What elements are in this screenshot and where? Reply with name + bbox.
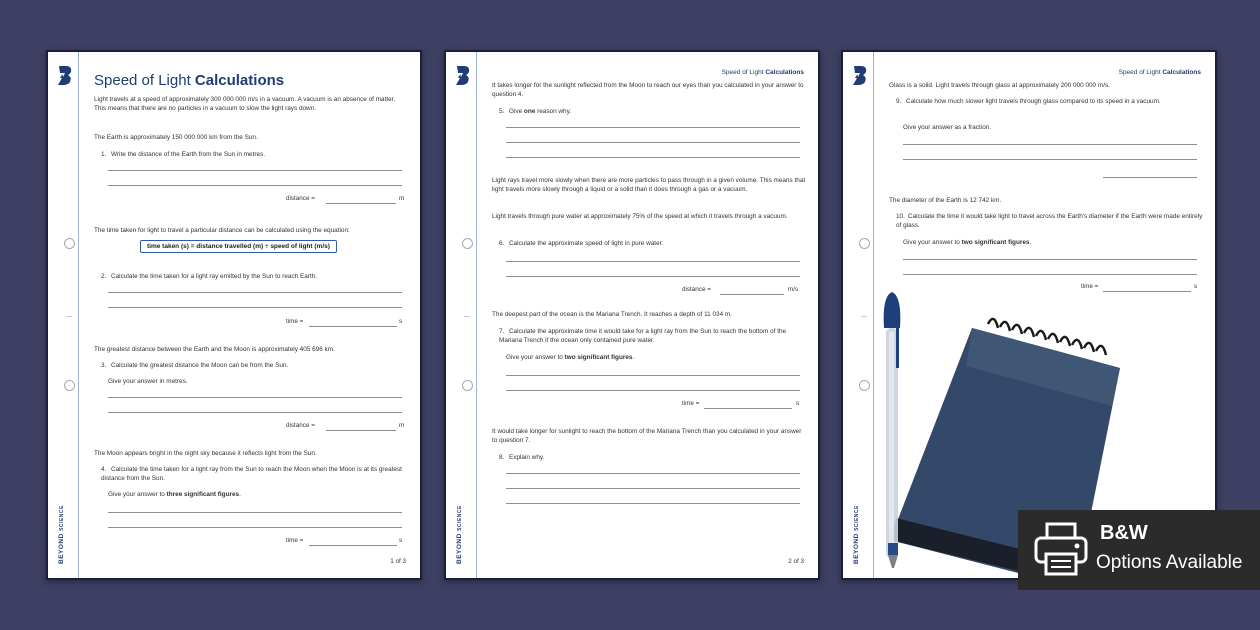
banner-subtitle: Options Available xyxy=(1096,552,1243,573)
answer-line[interactable] xyxy=(506,157,800,158)
answer-line[interactable] xyxy=(108,307,402,308)
brand-vertical: BEYOND SCIENCE xyxy=(853,505,860,564)
fold-mark xyxy=(464,316,470,317)
question-7: 7. Calculate the approximate time it would take for a light ray from the Sun to reach the bottom of the Mariana Trench if the ocean only contained pure water. xyxy=(499,328,787,344)
worksheet-page-2 xyxy=(444,50,820,580)
answer-unit: m xyxy=(399,422,405,429)
question-9-instruction: Give your answer as a fraction. xyxy=(903,124,992,131)
worksheet-page-1 xyxy=(46,50,422,580)
page-number: 2 of 3 xyxy=(788,558,804,565)
margin-line xyxy=(476,52,477,578)
answer-unit: s xyxy=(1194,283,1198,290)
answer-line[interactable] xyxy=(903,259,1197,260)
answer-blank[interactable] xyxy=(326,203,396,204)
answer-line[interactable] xyxy=(506,375,800,376)
answer-unit: s xyxy=(399,537,403,544)
question-1: 1. Write the distance of the Earth from the Sun in metres. xyxy=(101,151,266,158)
beyond-logo-icon xyxy=(851,64,869,86)
question-6: 6. Calculate the approximate speed of light in pure water. xyxy=(499,240,664,247)
question-9: 9. Calculate how much slower light travels through glass compared to its speed in a vacuum. xyxy=(896,98,1161,105)
punch-hole xyxy=(462,380,473,391)
earth-sun-text: The Earth is approximately 150 000 000 km from the Sun. xyxy=(94,134,258,141)
answer-label: distance = xyxy=(682,286,711,293)
particles-text: Light rays travel more slowly when there are more particles to pass through in a given volume. This means that light travels more slowly through a liquid or a solid than it does through a gas or a vacuum. xyxy=(492,177,806,193)
answer-unit: m/s xyxy=(788,286,799,293)
answer-line[interactable] xyxy=(903,144,1197,145)
answer-blank[interactable] xyxy=(309,545,397,546)
answer-line[interactable] xyxy=(506,503,800,504)
answer-blank[interactable] xyxy=(720,294,784,295)
answer-line[interactable] xyxy=(506,142,800,143)
diameter-text: The diameter of the Earth is 12 742 km. xyxy=(889,197,1002,204)
answer-label: time = xyxy=(286,537,304,544)
margin-line xyxy=(873,52,874,578)
answer-blank[interactable] xyxy=(1103,177,1197,178)
answer-label: time = xyxy=(682,400,700,407)
moon-bright-text: The Moon appears bright in the night sky because it reflects light from the Sun. xyxy=(94,450,317,457)
page-number: 1 of 3 xyxy=(390,558,406,565)
answer-line[interactable] xyxy=(506,488,800,489)
answer-unit: s xyxy=(796,400,800,407)
answer-line[interactable] xyxy=(506,473,800,474)
answer-line[interactable] xyxy=(506,390,800,391)
question-3: 3. Calculate the greatest distance the Moon can be from the Sun. xyxy=(101,362,289,369)
answer-line[interactable] xyxy=(506,261,800,262)
answer-blank[interactable] xyxy=(309,326,397,327)
answer-line[interactable] xyxy=(506,276,800,277)
answer-line[interactable] xyxy=(108,397,402,398)
punch-hole xyxy=(859,238,870,249)
answer-label: time = xyxy=(286,318,304,325)
brand-vertical: BEYOND SCIENCE xyxy=(58,505,65,564)
answer-line[interactable] xyxy=(506,127,800,128)
question-10: 10. Calculate the time it would take light to travel across the Earth's diameter if the Earth were made entirely of glass. xyxy=(896,213,1203,229)
answer-label: time = xyxy=(1081,283,1099,290)
question-10-instruction: Give your answer to two significant figures. xyxy=(903,239,1032,246)
punch-hole xyxy=(462,238,473,249)
answer-blank[interactable] xyxy=(326,430,396,431)
intro-text: It takes longer for the sunlight reflected from the Moon to reach our eyes than you calculated in your answer to question 4. xyxy=(492,82,804,98)
water-text: Light travels through pure water at approximately 75% of the speed at which it travels through a vacuum. xyxy=(492,213,788,220)
answer-unit: m xyxy=(399,195,405,202)
answer-line[interactable] xyxy=(108,292,402,293)
brand-vertical: BEYOND SCIENCE xyxy=(456,505,463,564)
pen-icon xyxy=(884,292,901,568)
equation-intro: The time taken for light to travel a particular distance can be calculated using the equation: xyxy=(94,227,350,234)
answer-line[interactable] xyxy=(903,274,1197,275)
question-3-instruction: Give your answer in metres. xyxy=(108,378,188,385)
punch-hole xyxy=(859,380,870,391)
intro-text: Light travels at a speed of approximately 300 000 000 m/s in a vacuum. A vacuum is an absence of matter. This means that there are no particles in a vacuum to slow the light rays down. xyxy=(94,96,396,112)
question-2: 2. Calculate the time taken for a light ray emitted by the Sun to reach Earth. xyxy=(101,273,318,280)
question-7-instruction: Give your answer to two significant figures. xyxy=(506,354,635,361)
answer-label: distance = xyxy=(286,422,315,429)
printer-icon xyxy=(1032,520,1090,578)
running-header: Speed of Light Calculations xyxy=(721,69,804,76)
answer-line[interactable] xyxy=(108,512,402,513)
fold-mark xyxy=(861,316,867,317)
trench-text: The deepest part of the ocean is the Mariana Trench. It reaches a depth of 11 034 m. xyxy=(492,311,733,318)
question-5: 5. Give one reason why. xyxy=(499,108,572,115)
earth-moon-text: The greatest distance between the Earth and the Moon is approximately 405 696 km. xyxy=(94,346,335,353)
fold-mark xyxy=(66,316,72,317)
answer-blank[interactable] xyxy=(704,408,792,409)
bw-options-banner[interactable] xyxy=(1018,510,1260,590)
running-header: Speed of Light Calculations xyxy=(1118,69,1201,76)
question-8: 8. Explain why. xyxy=(499,454,545,461)
answer-line[interactable] xyxy=(108,170,402,171)
punch-hole xyxy=(64,380,75,391)
answer-line[interactable] xyxy=(903,159,1197,160)
banner-title: B&W xyxy=(1100,522,1148,544)
answer-line[interactable] xyxy=(108,185,402,186)
margin-line xyxy=(78,52,79,578)
beyond-logo-icon xyxy=(56,64,74,86)
answer-line[interactable] xyxy=(108,527,402,528)
punch-hole xyxy=(64,238,75,249)
question-4-instruction: Give your answer to three significant figures. xyxy=(108,491,241,498)
page-title: Speed of Light Calculations xyxy=(94,72,285,89)
answer-label: distance = xyxy=(286,195,315,202)
beyond-logo-icon xyxy=(454,64,472,86)
glass-text: Glass is a solid. Light travels through glass at approximately 200 000 000 m/s. xyxy=(889,82,1110,89)
equation-box: time taken (s) = distance travelled (m) ÷ speed of light (m/s) xyxy=(140,240,337,253)
question-4: 4. Calculate the time taken for a light ray from the Sun to reach the Moon when the Moon is at its greatest distance from the Sun. xyxy=(101,466,402,482)
answer-unit: s xyxy=(399,318,403,325)
sunlight-trench-text: It would take longer for sunlight to reach the bottom of the Mariana Trench than you calculated in your answer to question 7. xyxy=(492,428,802,444)
answer-line[interactable] xyxy=(108,412,402,413)
